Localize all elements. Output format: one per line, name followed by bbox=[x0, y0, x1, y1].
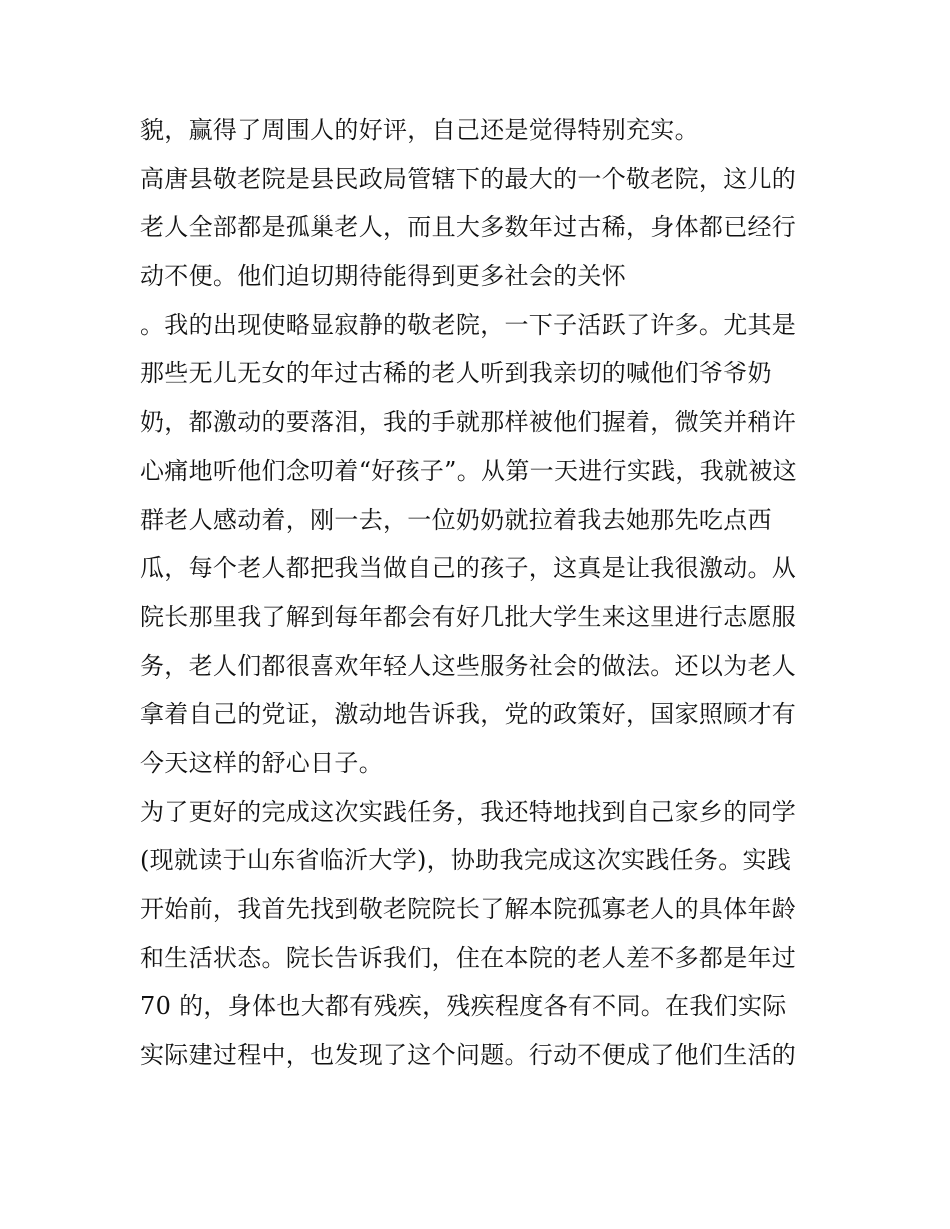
body-text bbox=[140, 106, 820, 1080]
text-line: 拿着自己的党证，激动地告诉我，党的政策好，国家照顾才有 bbox=[140, 700, 797, 729]
text-line: 老人全部都是孤巢老人，而且大多数年过古稀，身体都已经行 bbox=[140, 213, 797, 242]
text-line: 院长那里我了解到每年都会有好几批大学生来这里进行志愿服 bbox=[140, 602, 797, 631]
text-line: 为了更好的完成这次实践任务，我还特地找到自己家乡的同学 bbox=[140, 797, 797, 826]
text-line: 瓜，每个老人都把我当做自己的孩子，这真是让我很激动。从 bbox=[140, 554, 797, 583]
text-line: 。我的出现使略显寂静的敬老院，一下子活跃了许多。尤其是 bbox=[140, 310, 797, 339]
text-line: 动不便。他们迫切期待能得到更多社会的关怀 bbox=[140, 262, 626, 291]
text-line: 群老人感动着，刚一去，一位奶奶就拉着我去她那先吃点西 bbox=[140, 505, 772, 534]
text-line: 貌，赢得了周围人的好评，自己还是觉得特别充实。 bbox=[140, 116, 699, 144]
text-line: 70 的，身体也大都有残疾，残疾程度各有不同。在我们实际 bbox=[140, 992, 787, 1021]
text-line: 心痛地听他们念叨着“好孩子”。从第一天进行实践，我就被这 bbox=[140, 456, 797, 485]
text-line: 实际建过程中，也发现了这个问题。行动不便成了他们生活的 bbox=[140, 1041, 797, 1070]
text-line: (现就读于山东省临沂大学)，协助我完成这次实践任务。实践 bbox=[140, 846, 792, 875]
text-line: 奶，都激动的要落泪，我的手就那样被他们握着，微笑并稍许 bbox=[140, 408, 797, 437]
text-line: 开始前，我首先找到敬老院院长了解本院孤寡老人的具体年龄 bbox=[140, 895, 797, 923]
text-line: 务，老人们都很喜欢年轻人这些服务社会的做法。还以为老人 bbox=[140, 651, 797, 680]
text-line: 今天这样的舒心日子。 bbox=[140, 748, 383, 777]
text-line: 高唐县敬老院是县民政局管辖下的最大的一个敬老院，这儿的 bbox=[140, 164, 797, 193]
text-line: 那些无儿无女的年过古稀的老人听到我亲切的喊他们爷爷奶 bbox=[140, 359, 772, 388]
text-line: 和生活状态。院长告诉我们，住在本院的老人差不多都是年过 bbox=[140, 943, 797, 972]
